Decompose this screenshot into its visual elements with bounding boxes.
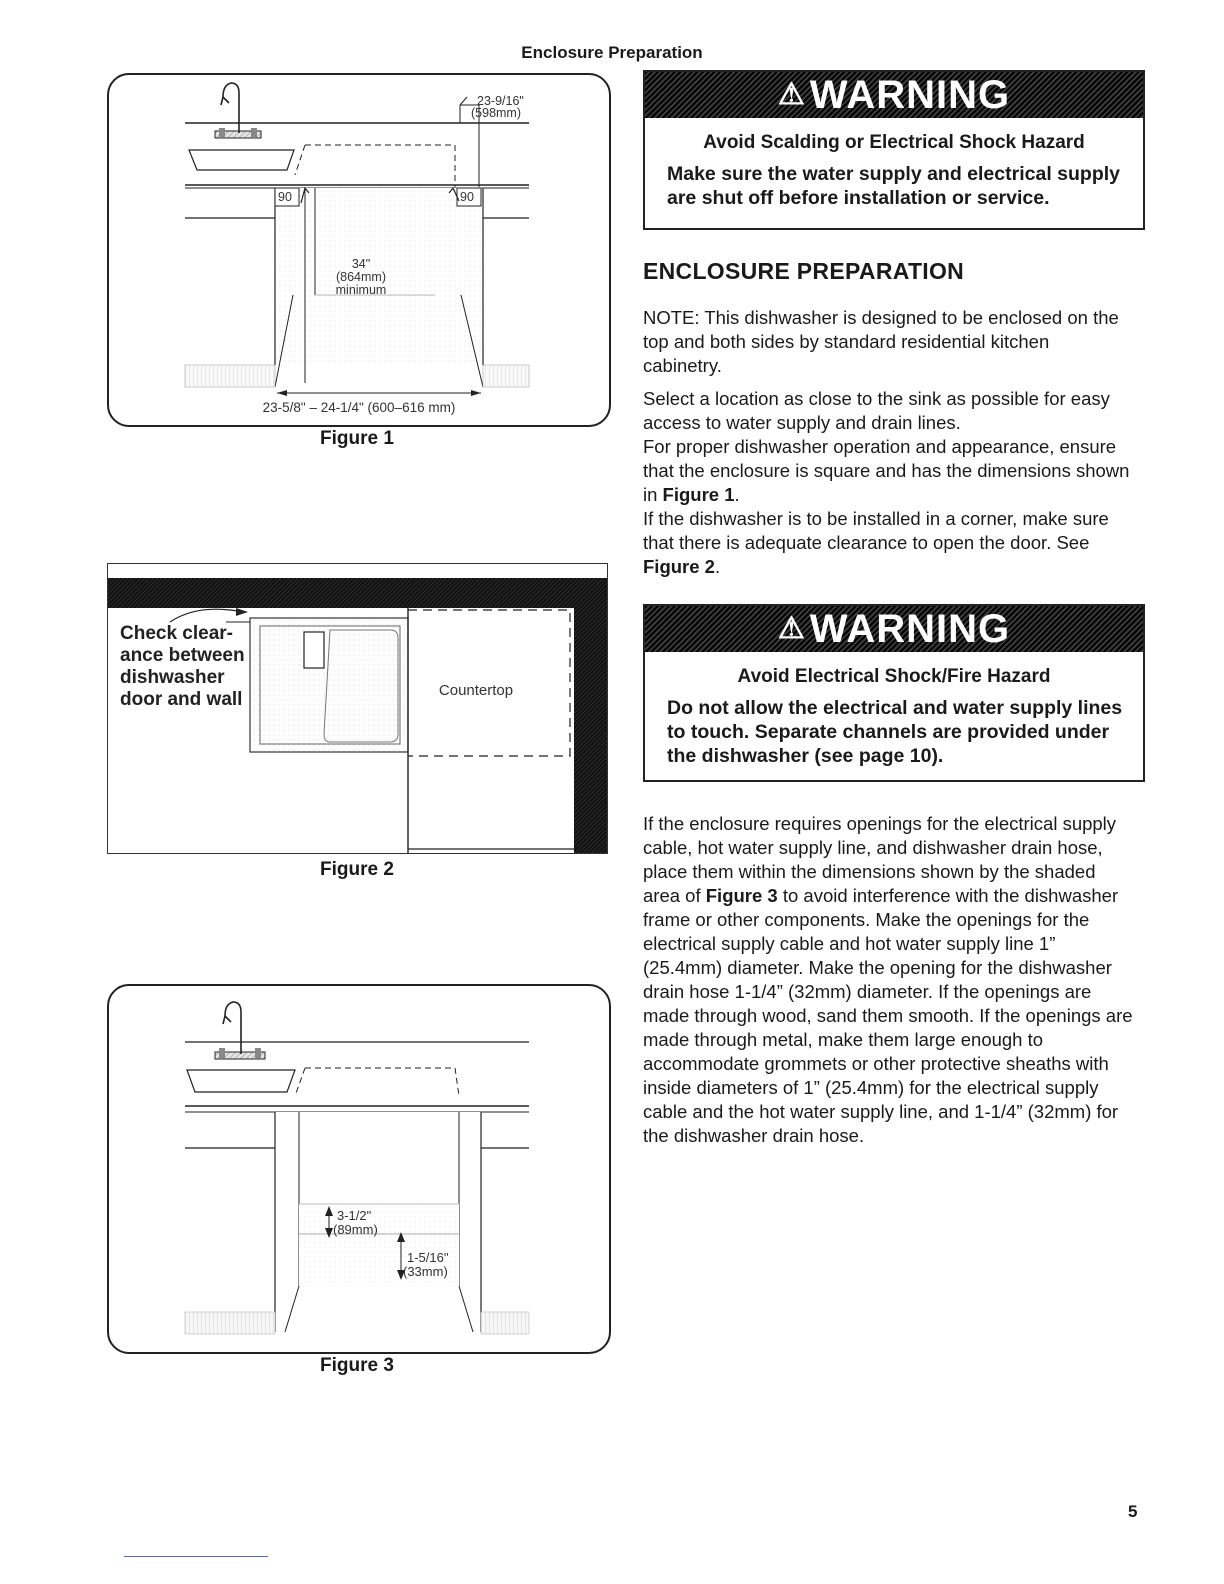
fig2-note-line-4: door and wall [120,689,243,710]
section-para-3 [643,507,1133,579]
openings-text-end: to avoid interference with the dishwasher frame or other components. Make the openings for the electrical supply cable and hot water supply line 1” (25.4mm) diameter. Make the opening for the dishwasher drain hose 1-1/4” (32mm) diameter. If the openings are made through wood, sand them smooth. If the openings are made through metal, make them large enough to accommodate grommets or other protective sheaths with inside diameters of 1” (25.4mm) for the electrical supply cable and the hot water supply line, and 1-1/4” (32mm) for the dishwasher drain hose. [643,885,1133,1146]
figure-2-ref: Figure 2 [643,556,715,577]
fig1-angle-left: 90 [278,190,292,204]
figure-3-ref: Figure 3 [705,885,778,906]
warning-subtitle: Avoid Scalding or Electrical Shock Hazard [703,132,1085,153]
section-para-2 [643,435,1133,507]
fig3-dim2-line2: (33mm) [403,1264,448,1279]
fig1-height-2: (864mm) [335,270,387,284]
fig2-note-line-3: dishwasher [120,667,225,688]
section-para-3-text: If the dishwasher is to be installed in a corner, make sure that there is adequate clearance to open the door. See [643,508,1109,553]
page-header-title: Enclosure Preparation [521,43,703,62]
footer-rule [124,1556,268,1557]
section-note: NOTE: This dishwasher is designed to be enclosed on the top and both sides by standard residential kitchen cabinetry. [643,307,1119,376]
fig1-height-1: 34" [351,257,371,271]
fig3-dim1-line1: 3-1/2" [337,1208,372,1223]
fig2-countertop-label: Countertop [438,682,514,699]
fig1-bottom-dimension: 23-5/8" – 24-1/4" (600–616 mm) [262,400,456,415]
fig2-note-line-2: ance between [120,645,245,666]
section-body [643,306,1133,579]
fig1-width-label-1: 23-9/16" [477,94,524,108]
figure-1-ref: Figure 1 [662,484,735,505]
warning-subtitle: Avoid Electrical Shock/Fire Hazard [737,666,1051,687]
warning-banner-text: WARNING [809,73,1011,117]
fig1-width-label-2: (598mm) [471,106,522,120]
figure-3-drawing [109,986,609,1352]
fig2-note-line-1: Check clear- [120,623,234,644]
figure-3 [107,984,611,1354]
figure-1-drawing [109,75,609,425]
fig1-height-3: minimum [335,283,387,297]
warning-box-scalding [643,70,1145,230]
warning-box-electrical [643,604,1145,782]
figure-1-caption: Figure 1 [320,428,394,449]
fig1-angle-right: 90 [460,190,474,204]
page-number: 5 [1128,1502,1138,1521]
warning-banner-text: WARNING [809,607,1011,651]
section-heading: ENCLOSURE PREPARATION [643,258,965,284]
warning-triangle-icon: ⚠ [777,612,806,645]
fig3-dim1-line2: (89mm) [333,1222,378,1237]
warning-body: Make sure the water supply and electrical supply are shut off before installation or service. [667,163,1120,209]
section-para-3-end: . [714,556,721,577]
warning-banner [645,72,1143,118]
fig3-dim2-line1: 1-5/16" [407,1250,449,1265]
warning-body: Do not allow the electrical and water supply lines to touch. Separate channels are provided under the dishwasher (see page 10). [667,697,1123,767]
openings-text: If the enclosure requires openings for the electrical supply cable, hot water supply line, and dishwasher drain hose, place them within the dimensions shown by the shaded area of [643,813,1117,906]
figure-2-drawing [108,564,607,853]
figure-3-caption: Figure 3 [320,1355,394,1376]
fig2-note [120,623,245,710]
figure-2 [107,563,608,854]
section-para-2-text: For proper dishwasher operation and appearance, ensure that the enclosure is square and has the dimensions shown in [643,436,1130,505]
figure-2-caption: Figure 2 [320,859,394,880]
warning-banner [645,606,1143,652]
section-para-2-end: . [734,484,740,505]
figure-1 [107,73,611,427]
warning-triangle-icon: ⚠ [777,78,806,111]
openings-paragraph [643,812,1133,1148]
section-para-1: Select a location as close to the sink as possible for easy access to water supply and drain lines. [643,388,1110,433]
